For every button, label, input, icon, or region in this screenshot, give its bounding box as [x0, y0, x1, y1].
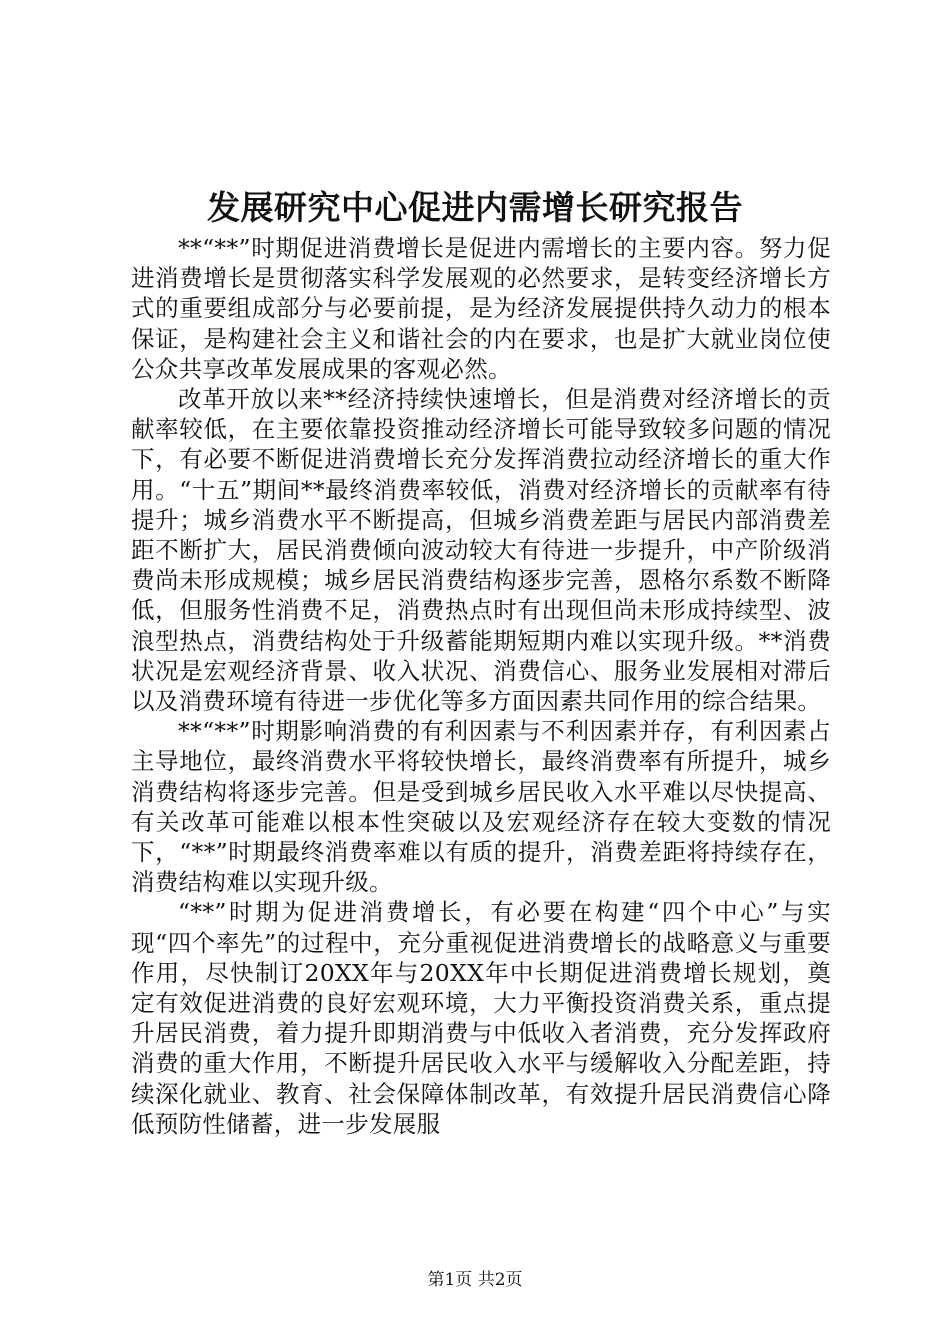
document-title: 发展研究中心促进内需增长研究报告	[207, 188, 743, 227]
document-body	[131, 233, 831, 1139]
paragraph-3: **“**”时期影响消费的有利因素与不利因素并存，有利因素占主导地位，最终消费水平将较快增长，最终消费率有所提升，城乡消费结构将逐步完善。但是受到城乡居民收入水平难以尽快提高、有关改革可能难以根本性突破以及宏观经济存在较大变数的情况下，“**”时期最终消费率难以有质的提升，消费差距将持续存在，消费结构难以实现升级。	[131, 717, 831, 897]
paragraph-2: 改革开放以来**经济持续快速增长，但是消费对经济增长的贡献率较低，在主要依靠投资推动经济增长可能导致较多问题的情况下，有必要不断促进消费增长充分发挥消费拉动经济增长的重大作用。“十五”期间**最终消费率较低，消费对经济增长的贡献率有待提升；城乡消费水平不断提高，但城乡消费差距与居民内部消费差距不断扩大，居民消费倾向波动较大有待进一步提升，中产阶级消费尚未形成规模；城乡居民消费结构逐步完善，恩格尔系数不断降低，但服务性消费不足，消费热点时有出现但尚未形成持续型、波浪型热点，消费结构处于升级蓄能期短期内难以实现升级。**消费状况是宏观经济背景、收入状况、消费信心、服务业发展相对滞后以及消费环境有待进一步优化等多方面因素共同作用的综合结果。	[131, 385, 831, 716]
paragraph-4: “**”时期为促进消费增长，有必要在构建“四个中心”与实现“四个率先”的过程中，充分重视促进消费增长的战略意义与重要作用，尽快制订20XX年与20XX年中长期促进消费增长规划，奠定有效促进消费的良好宏观环境，大力平衡投资消费关系，重点提升居民消费，着力提升即期消费与中低收入者消费，充分发挥政府消费的重大作用，不断提升居民收入水平与缓解收入分配差距，持续深化就业、教育、社会保障体制改革，有效提升居民消费信心降低预防性储蓄，进一步发展服	[131, 898, 831, 1138]
paragraph-1: **“**”时期促进消费增长是促进内需增长的主要内容。努力促进消费增长是贯彻落实科学发展观的必然要求，是转变经济增长方式的重要组成部分与必要前提，是为经济发展提供持久动力的根本保证，是构建社会主义和谐社会的内在要求，也是扩大就业岗位使公众共享改革发展成果的客观必然。	[131, 234, 831, 383]
page-number-footer: 第1页 共2页	[427, 1270, 523, 1290]
